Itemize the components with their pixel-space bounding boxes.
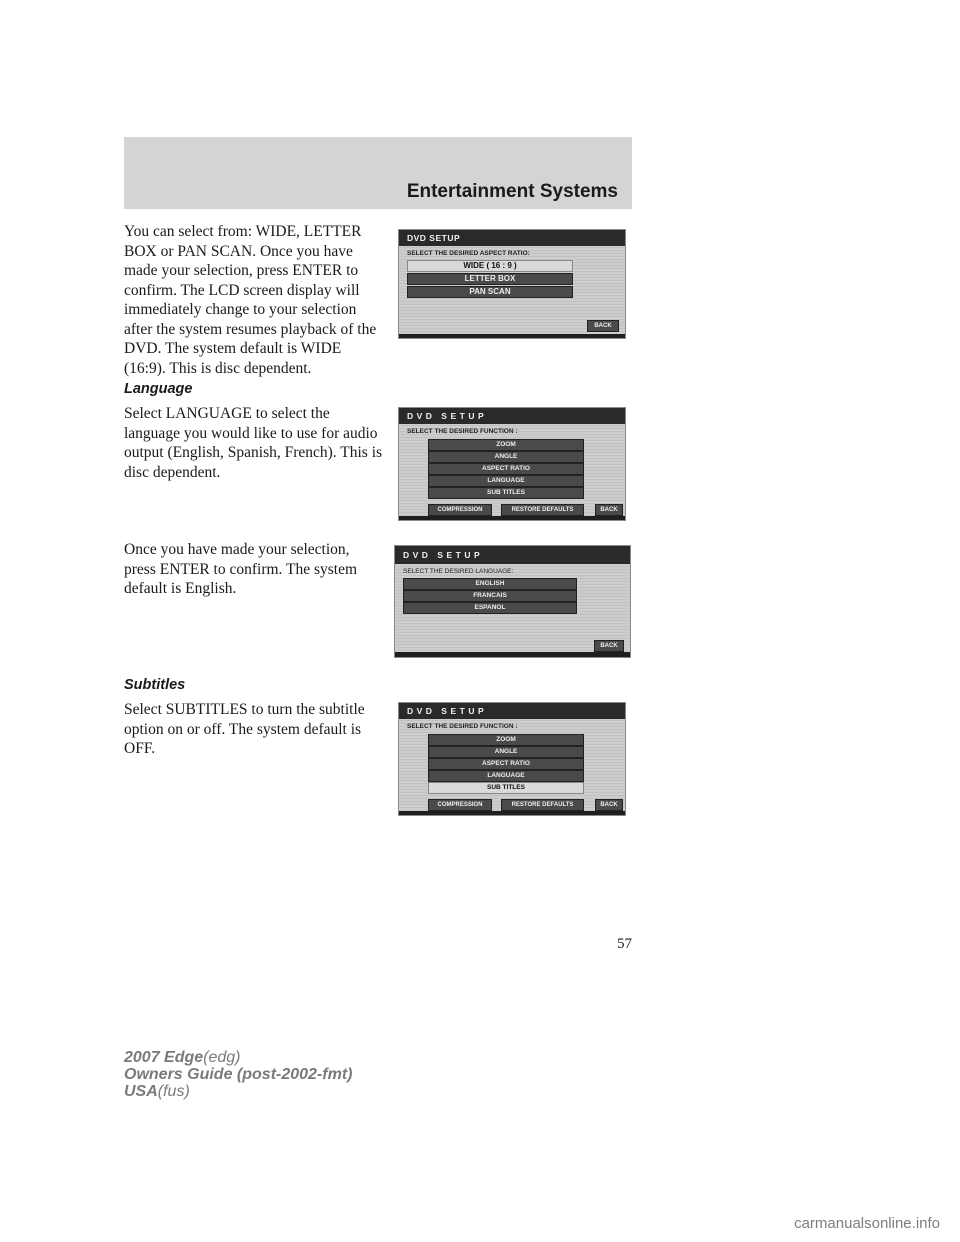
screen-title: DVD SETUP (399, 703, 625, 719)
footer-market: USA (124, 1083, 158, 1100)
option-zoom[interactable]: ZOOM (428, 734, 584, 746)
back-button[interactable]: BACK (594, 640, 624, 652)
option-francais[interactable]: FRANCAIS (403, 590, 577, 602)
option-zoom[interactable]: ZOOM (428, 439, 584, 451)
language-paragraph: Select LANGUAGE to select the language you would like to use for audio output (English, Spanish, French). This is disc dependent. (124, 405, 383, 481)
dvd-setup-language-screen (394, 545, 631, 658)
option-aspect-ratio[interactable]: ASPECT RATIO (428, 463, 584, 475)
footer-market-code: (fus) (157, 1083, 190, 1100)
section-header-band (124, 137, 632, 209)
language-confirm-paragraph: Once you have made your selection, press ENTER to confirm. The system default is English. (124, 541, 358, 597)
document-footer (124, 1049, 352, 1100)
option-angle[interactable]: ANGLE (428, 451, 584, 463)
back-button[interactable]: BACK (595, 504, 623, 516)
subtitles-heading: Subtitles (124, 677, 186, 693)
restore-defaults-button[interactable]: RESTORE DEFAULTS (501, 799, 584, 811)
compression-button[interactable]: COMPRESSION (428, 504, 492, 516)
footer-guide: Owners Guide (post-2002-fmt) (124, 1066, 353, 1083)
option-english[interactable]: ENGLISH (403, 578, 577, 590)
page-number: 57 (617, 936, 632, 952)
screen-title: DVD SETUP (395, 546, 630, 564)
screen-prompt: SELECT THE DESIRED FUNCTION : (407, 723, 518, 730)
screen-prompt: SELECT THE DESIRED ASPECT RATIO: (407, 250, 530, 257)
option-language[interactable]: LANGUAGE (428, 475, 584, 487)
screen-title: DVD SETUP (399, 230, 625, 246)
option-language[interactable]: LANGUAGE (428, 770, 584, 782)
aspect-ratio-paragraph: You can select from: WIDE, LETTER BOX or PAN SCAN. Once you have made your selection, press ENTER to confirm. The LCD screen display will immediately change to your selection after the system resumes playback of the DVD. The system default is WIDE (16:9). This is disc dependent. (124, 223, 377, 377)
option-aspect-ratio[interactable]: ASPECT RATIO (428, 758, 584, 770)
compression-button[interactable]: COMPRESSION (428, 799, 492, 811)
dvd-setup-function-screen-subtitles (398, 702, 626, 816)
screen-title: DVD SETUP (399, 408, 625, 424)
option-sub-titles[interactable]: SUB TITLES (428, 782, 584, 794)
footer-model-code: (edg) (203, 1049, 241, 1066)
option-wide[interactable]: WIDE ( 16 : 9 ) (407, 260, 573, 272)
dvd-setup-aspect-screen (398, 229, 626, 339)
screen-prompt: SELECT THE DESIRED FUNCTION : (407, 428, 518, 435)
screen-prompt: SELECT THE DESIRED LANGUAGE: (403, 568, 514, 575)
option-espanol[interactable]: ESPANOL (403, 602, 577, 614)
back-button[interactable]: BACK (595, 799, 623, 811)
option-pan-scan[interactable]: PAN SCAN (407, 286, 573, 298)
option-sub-titles[interactable]: SUB TITLES (428, 487, 584, 499)
subtitles-paragraph: Select SUBTITLES to turn the subtitle option on or off. The system default is OFF. (124, 701, 365, 757)
section-title: Entertainment Systems (406, 181, 618, 202)
watermark[interactable]: carmanualsonline.info (794, 1215, 940, 1232)
language-heading: Language (124, 381, 193, 397)
dvd-setup-function-screen-language (398, 407, 626, 521)
back-button[interactable]: BACK (587, 320, 619, 332)
restore-defaults-button[interactable]: RESTORE DEFAULTS (501, 504, 584, 516)
option-letter-box[interactable]: LETTER BOX (407, 273, 573, 285)
option-angle[interactable]: ANGLE (428, 746, 584, 758)
footer-model: 2007 Edge (124, 1049, 204, 1066)
